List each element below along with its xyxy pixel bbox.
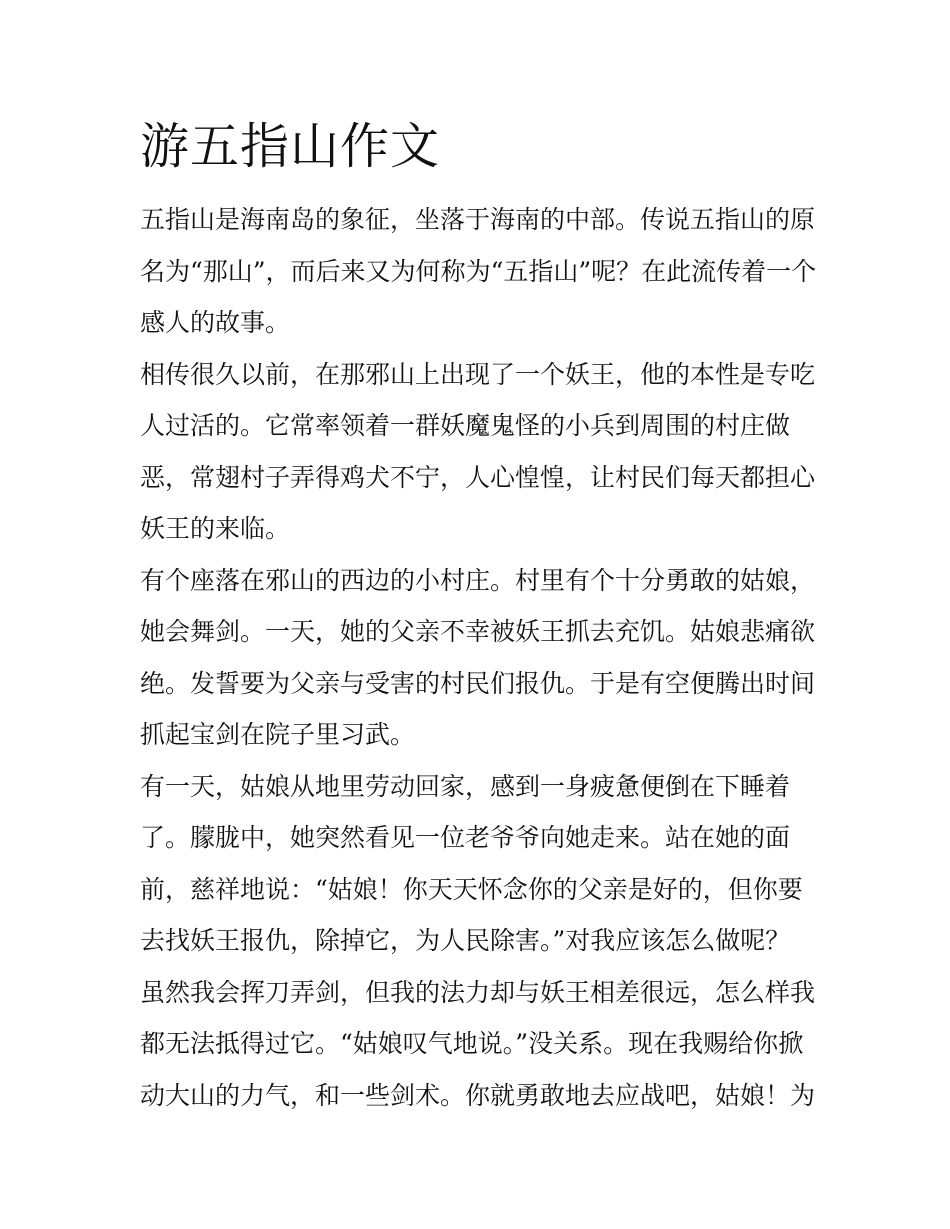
paragraph-2 (140, 349, 820, 555)
text-line: 抓起宝剑在院子里习武。 (140, 720, 416, 749)
text-line: 动大山的力气，和一些剑术。你就勇敢地去应战吧，姑娘！为 (140, 1080, 816, 1110)
paragraph-1 (140, 194, 820, 349)
text-line: 恶，常翅村子弄得鸡犬不宁，人心惶惶，让村民们每天都担心 (140, 462, 816, 492)
text-line: 去找妖王报仇，除掉它，为人民除害。”对我应该怎么做呢？ (140, 926, 791, 955)
text-line: 人过活的。它常率领着一群妖魔鬼怪的小兵到周围的村庄做 (140, 411, 791, 440)
text-line: 虽然我会挥刀弄剑，但我的法力却与妖王相差很远，怎么样我 (140, 977, 816, 1007)
text-line: 有一天，姑娘从地里劳动回家，感到一身疲惫便倒在下睡着 (140, 771, 791, 801)
text-line: 名为“那山”，而后来又为何称为“五指山”呢？在此流传着一个 (140, 256, 817, 286)
text-line: 相传很久以前，在那邪山上出现了一个妖王，他的本性是专吃 (140, 359, 816, 389)
text-line: 五指山是海南岛的象征，坐落于海南的中部。传说五指山的原 (140, 205, 816, 234)
text-line: 感人的故事。 (140, 308, 291, 337)
text-line: 绝。发誓要为父亲与受害的村民们报仇。于是有空便腾出时间 (140, 668, 816, 698)
text-line: 妖王的来临。 (140, 514, 291, 543)
document-body (140, 112, 820, 1121)
text-line: 了。朦胧中，她突然看见一位老爷爷向她走来。站在她的面 (140, 823, 791, 852)
text-line: 有个座落在邪山的西边的小村庄。村里有个十分勇敢的姑娘， (140, 565, 816, 595)
paragraph-4 (140, 761, 820, 1122)
text-line: 都无法抵得过它。“姑娘叹气地说。”没关系。现在我赐给你掀 (140, 1029, 804, 1058)
paragraph-3 (140, 555, 820, 761)
text-line: 她会舞剑。一天，她的父亲不幸被妖王抓去充饥。姑娘悲痛欲 (140, 617, 816, 646)
document-title: 游五指山作文 (140, 118, 441, 175)
text-line: 前，慈祥地说：“姑娘！你天天怀念你的父亲是好的，但你要 (140, 874, 803, 904)
